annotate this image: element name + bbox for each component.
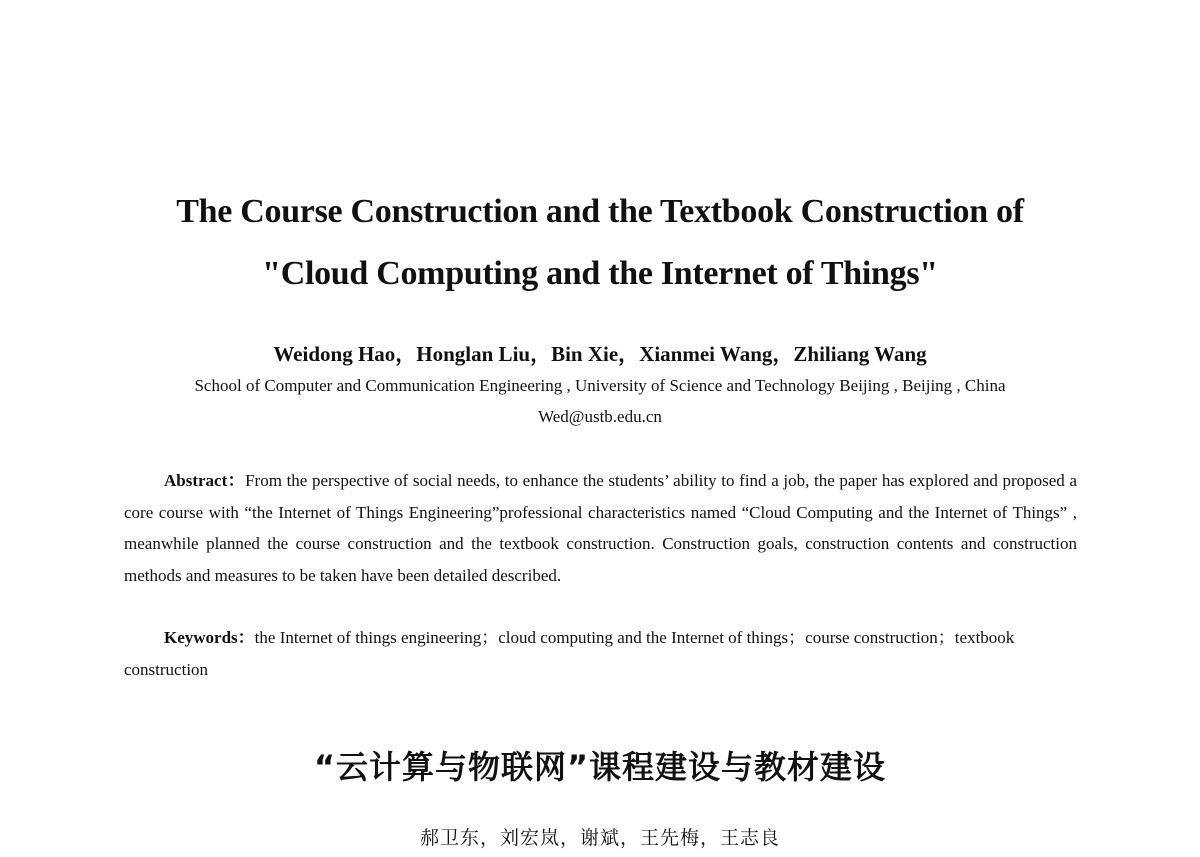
affiliation: School of Computer and Communication Engineering , University of Science and Technology Beijing , Beijing , China <box>194 376 1006 395</box>
paper-title-line-1: The Course Construction and the Textbook Construction of <box>176 193 1024 230</box>
chinese-author-list: 郝卫东，刘宏岚，谢斌，王先梅，王志良 <box>419 827 780 849</box>
abstract-label: Abstract： <box>164 471 246 490</box>
contact-email: Wed@ustb.edu.cn <box>538 407 662 426</box>
chinese-title: “云计算与物联网”课程建设与教材建设 <box>313 748 887 786</box>
keywords-paragraph <box>124 622 1077 685</box>
keywords-text: the Internet of things engineering；cloud computing and the Internet of things；course construction；textbook construction <box>124 628 1015 679</box>
keywords-label: Keywords： <box>164 628 255 647</box>
paper-title-line-2: "Cloud Computing and the Internet of Things" <box>262 255 938 292</box>
abstract-text: From the perspective of social needs, to enhance the students’ ability to find a job, the paper has explored and proposed a core course with “the Internet of Things Engineering”professional characteristics named “Cloud Computing and the Internet of Things” , meanwhile planned the course construction and the textbook construction. Construction goals, construction contents and construction methods and measures to be taken have been detailed described. <box>124 471 1078 585</box>
author-list: Weidong Hao，Honglan Liu，Bin Xie，Xianmei Wang，Zhiliang Wang <box>273 342 927 366</box>
abstract-paragraph <box>124 465 1077 591</box>
